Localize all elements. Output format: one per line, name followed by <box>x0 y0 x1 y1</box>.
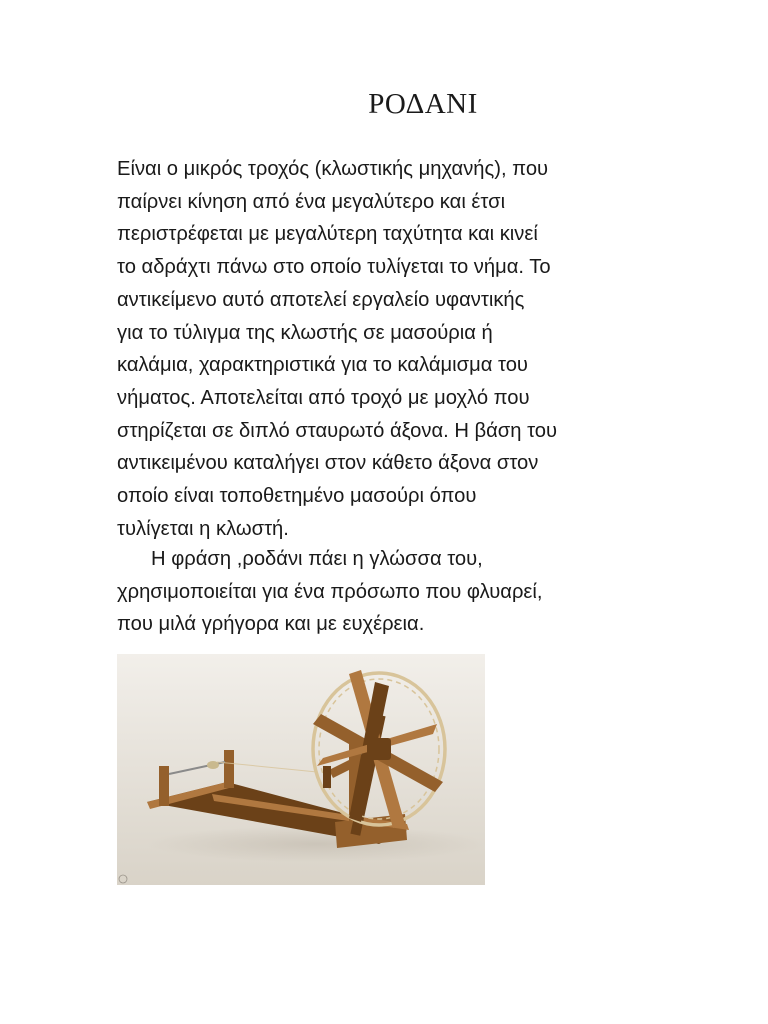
spindle-post-right <box>224 750 234 788</box>
paragraph-idiom: Η φράση ,ροδάνι πάει η γλώσσα του, χρησιμοποιείται για ένα πρόσωπο που φλυαρεί, που μιλά γρήγορα και με ευχέρεια. <box>117 548 543 636</box>
crank-grip <box>323 766 331 788</box>
document-title: ΡΟΔΑΝΙ <box>368 88 478 120</box>
paragraph-description: Είναι ο μικρός τροχός (κλωστικής μηχανής), που παίρνει κίνηση από ένα μεγαλύτερο και έτσι περιστρέφεται με μεγαλύτερη ταχύτητα και κινεί το αδράχτι πάνω στο οποίο τυλίγεται το νήμα. Το αντικείμενο αυτό αποτελεί εργαλείο υφαντικής για το τύλιγμα της κλωστής σε μασούρια ή καλάμια, χαρακτηριστικά για το καλάμισμα του νήματος. Αποτελείται από τροχό με μοχλό που στηρίζεται σε διπλό σταυρωτό άξονα. Η βάση του αντικειμένου καταλήγει στον κάθετο άξονα στον οποίο είναι τοποθετημένο μασούρι όπου τυλίγεται η κλωστή. <box>117 158 558 540</box>
spinning-wheel-photo <box>117 654 485 885</box>
wheel-hub <box>367 738 391 760</box>
spindle-post-left <box>159 766 169 806</box>
spinning-wheel-illustration <box>117 654 485 885</box>
